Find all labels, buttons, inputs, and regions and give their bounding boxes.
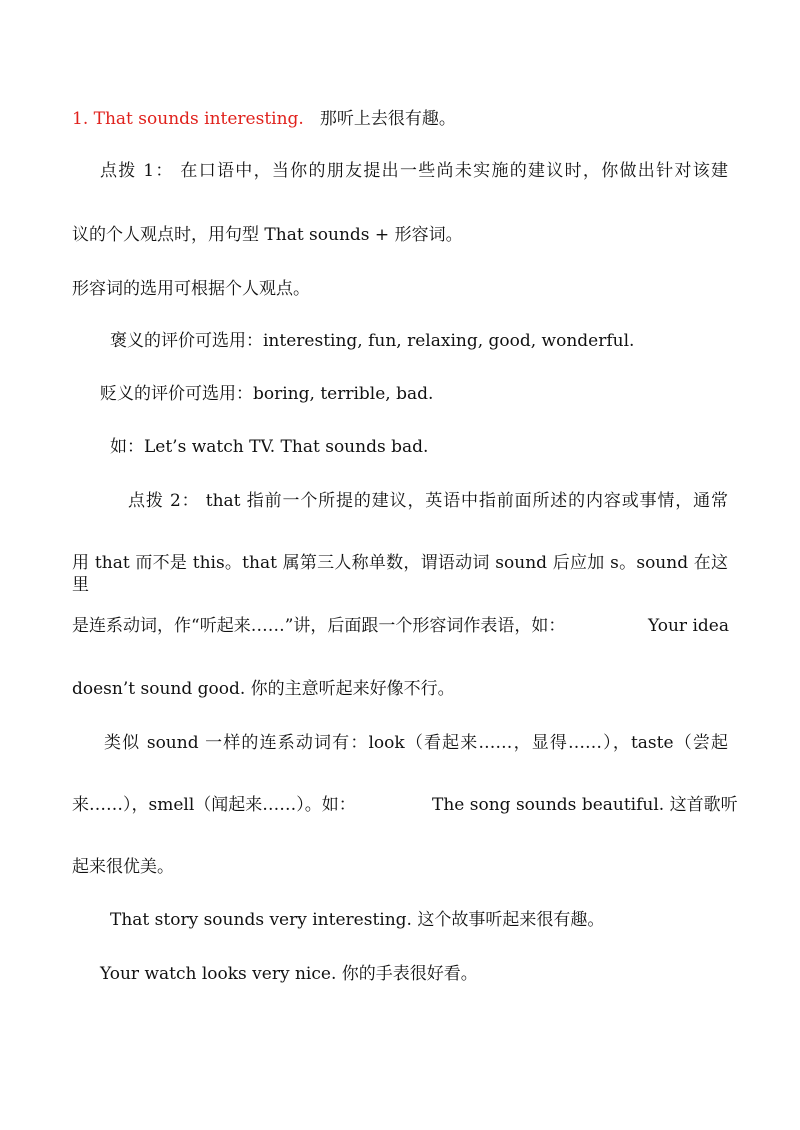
tip2-line4: doesn’t sound good. 你的主意听起来好像不行。 [72, 679, 455, 699]
heading-english: 1. That sounds interesting. [72, 109, 304, 129]
tip2-line2: 用 that 而不是 this。that 属第三人称单数，谓语动词 sound 后应加 s。sound 在这里 [72, 553, 728, 595]
tip1-line2: 议的个人观点时，用句型 That sounds + 形容词。 [72, 225, 463, 245]
section-heading [72, 108, 456, 130]
linking-example1: That story sounds very interesting. 这个故事听起来很有趣。 [110, 910, 605, 930]
tip1-positive: 褒义的评价可选用：interesting, fun, relaxing, good, wonderful. [110, 331, 635, 351]
tip1-line3: 形容词的选用可根据个人观点。 [72, 279, 310, 299]
tip2-line1: 点拨 2： that 指前一个所提的建议，英语中指前面所述的内容或事情，通常 [128, 491, 728, 511]
linking-line2b: The song sounds beautiful. 这首歌听 [432, 795, 738, 815]
heading-chinese: 那听上去很有趣。 [319, 109, 456, 129]
tip1-line1: 点拨 1： 在口语中，当你的朋友提出一些尚未实施的建议时，你做出针对该建 [100, 161, 728, 181]
tip2-line3a: 是连系动词，作“听起来……”讲，后面跟一个形容词作表语，如： [72, 616, 566, 636]
linking-example2: Your watch looks very nice. 你的手表很好看。 [100, 964, 478, 984]
linking-line3: 起来很优美。 [72, 857, 174, 877]
tip2-line3b: Your idea [648, 616, 729, 636]
tip1-example: 如：Let’s watch TV. That sounds bad. [110, 437, 429, 457]
linking-line1: 类似 sound 一样的连系动词有：look（看起来……，显得……），taste（尝起 [104, 733, 728, 753]
tip1-negative: 贬义的评价可选用：boring, terrible, bad. [100, 384, 434, 404]
linking-line2a: 来……），smell（闻起来……）。如： [72, 795, 356, 815]
